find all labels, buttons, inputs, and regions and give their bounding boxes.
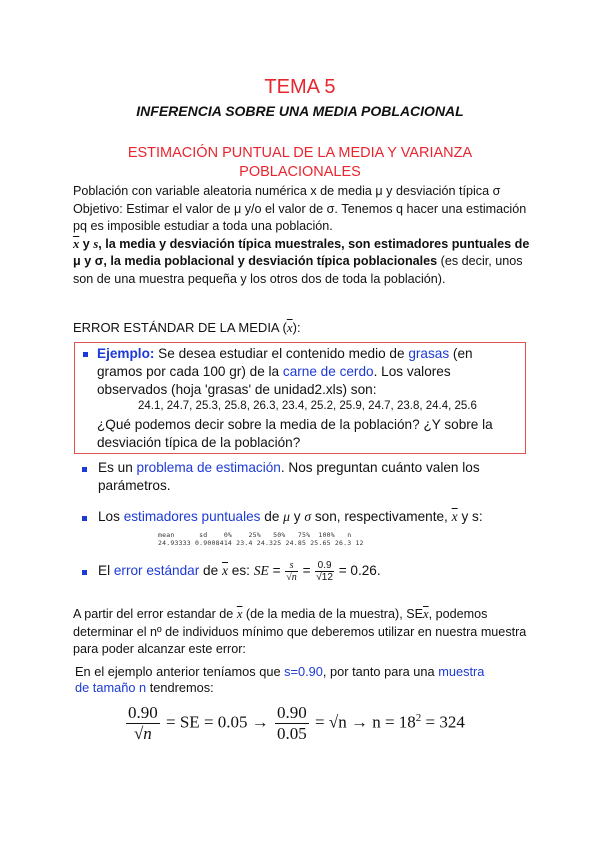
sample-size-paragraph — [73, 606, 533, 659]
b2-text-c: son, respectivamente, — [311, 509, 452, 524]
formula-exp: 2 — [415, 711, 422, 724]
intro-bold-2: , la media y desviación típica muestrales, son estimadores puntuales de μ y σ, la media poblacional y desviación típica poblacionales — [73, 236, 530, 269]
error-heading-close: ): — [292, 320, 301, 335]
b2-xbar: $\overline{x}$ — [451, 509, 458, 524]
ex2-text-b: , por tanto para una — [322, 664, 439, 679]
bullet-point-estimators — [98, 508, 518, 526]
b2-text-d: y s: — [457, 509, 483, 524]
b1-text-a: Es un — [98, 460, 137, 475]
example-text-a: Se desea estudiar el contenido medio de — [154, 346, 409, 361]
b2-mu: μ — [283, 509, 290, 524]
b3-se: SE — [253, 563, 269, 578]
b3-eq1: = — [268, 563, 285, 578]
p2-text-b: (de la media de la muestra), SE — [242, 607, 423, 621]
p2-xbar: $\overline{x}$ — [236, 607, 243, 621]
example-box — [74, 342, 526, 454]
b3-text-a: El — [98, 563, 114, 578]
example-values: 24.1, 24.7, 25.3, 25.8, 26.3, 23.4, 25.2, 25.9, 24.7, 23.8, 24.4, 25.6 — [138, 400, 477, 412]
b3-text-c: es: — [228, 563, 254, 578]
formula-frac-1 — [126, 703, 160, 744]
b3-result: = 0.26. — [334, 563, 381, 578]
b3-sqrtn: √n — [286, 571, 297, 583]
example-text — [97, 345, 517, 399]
formula-eq-1: = SE — [161, 712, 200, 732]
b3-text-b: de — [199, 563, 222, 578]
example-grasas: grasas — [408, 346, 450, 361]
b3-s: s — [285, 560, 298, 572]
formula-den-2: 0.05 — [277, 724, 307, 743]
b2-text-b: de — [260, 509, 284, 524]
stats-row: 24.93333 0.9008414 23.4 24.325 24.85 25.65 26.3 12 — [158, 539, 364, 547]
example-text-c: . Los valores observados (hoja 'grasas' de unidad2.xls) son: — [97, 364, 451, 397]
ex2-link: muestra de tamaño n — [75, 664, 485, 695]
b3-link: error estándar — [113, 563, 200, 578]
intro-estimators — [73, 236, 533, 289]
p2-xbar-2: $\overline{x}$ — [423, 607, 429, 621]
ex2-text-a: En el ejemplo anterior teníamos que — [75, 664, 285, 679]
error-heading-text: ERROR ESTÁNDAR DE LA MEDIA ( — [73, 320, 287, 335]
example-text-b: (en gramos por cada 100 gr) de la — [97, 346, 473, 379]
sample-size-formula — [124, 703, 465, 744]
b1-link: problema de estimación — [136, 460, 281, 475]
formula-num-1: 0.90 — [128, 703, 158, 722]
b2-sigma: σ — [304, 509, 312, 524]
example-carne: carne de cerdo — [282, 364, 374, 379]
error-standard-heading — [73, 320, 301, 336]
formula-eq-2: = 0.05 → — [199, 712, 274, 732]
b3-eq2: = — [298, 563, 315, 578]
formula-frac-2 — [275, 703, 309, 744]
xbar-symbol: $\overline{x}$ — [73, 236, 80, 251]
b3-xbar: $\overline{x}$ — [221, 563, 228, 578]
example-question: ¿Qué podemos decir sobre la media de la población? ¿Y sobre la desviación típica de la población? — [97, 417, 493, 450]
stats-header: mean sd 0% 25% 50% 75% 100% n — [158, 531, 352, 539]
intro-bold-1: y — [79, 236, 94, 251]
b2-y: y — [290, 509, 305, 524]
formula-den-1: √n — [133, 724, 152, 743]
formula-eq-4: = 324 — [421, 712, 465, 732]
ex2-s: s=0.90 — [284, 664, 323, 679]
p2-text-a: A partir del error estandar de — [73, 607, 237, 621]
error-heading-xbar: $\overline{x}$ — [286, 320, 293, 335]
example-label: Ejemplo: — [97, 346, 155, 361]
b1-text-b: . Nos preguntan cuánto valen los parámetros. — [98, 460, 480, 493]
bullet-square-icon — [82, 570, 87, 575]
s-symbol: s — [93, 236, 99, 251]
formula-eq-3: = √n → n = 18 — [310, 712, 416, 732]
example-2-text — [75, 664, 495, 696]
b3-num: 0.9 — [315, 560, 334, 572]
intro-line-1: Población con variable aleatoria numérica x de media μ y desviación típica σ — [73, 184, 501, 198]
p2-text-c: , podemos determinar el nº de individuos mínimo que deberemos utilizar en nuestra muestra para poder alcanzar este error: — [73, 607, 527, 657]
bullet-square-icon — [83, 352, 88, 357]
intro-paragraph — [73, 183, 533, 289]
ex2-text-c: tendremos: — [146, 680, 214, 695]
bullet-estimation-problem — [98, 459, 498, 495]
bullet-square-icon — [82, 467, 87, 472]
formula-num-2: 0.90 — [277, 703, 307, 722]
page-title: TEMA 5 — [264, 76, 336, 98]
b3-den: √12 — [316, 571, 333, 583]
page-subtitle: INFERENCIA SOBRE UNA MEDIA POBLACIONAL — [136, 103, 464, 119]
bullet-standard-error — [98, 557, 518, 585]
section-heading: ESTIMACIÓN PUNTUAL DE LA MEDIA Y VARIANZA POBLACIONALES — [127, 145, 473, 180]
bullet-square-icon — [82, 516, 87, 521]
intro-line-2: Objetivo: Estimar el valor de μ y/o el valor de σ. Tenemos q hacer una estimación pq es imposible estudiar a toda una población. — [73, 201, 527, 234]
intro-normal: (es decir, unos son de una muestra pequeña y los otros dos de toda la población). — [73, 254, 523, 286]
b2-link: estimadores puntuales — [123, 509, 261, 524]
b2-text-a: Los — [98, 509, 124, 524]
b3-frac-num — [315, 560, 334, 583]
b3-frac-s — [285, 560, 298, 583]
